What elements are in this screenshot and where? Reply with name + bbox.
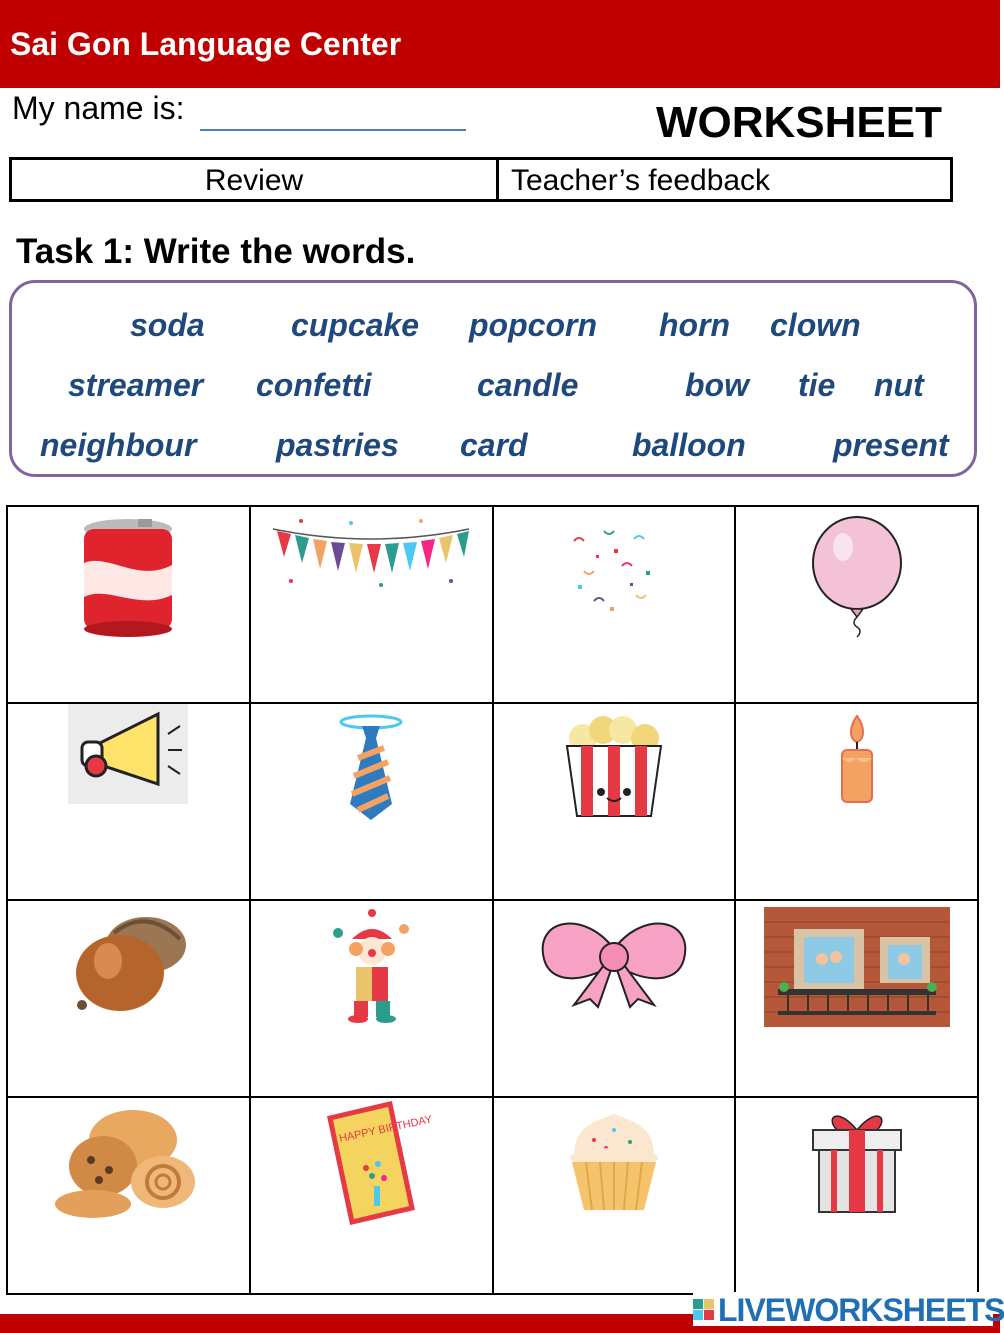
soda-can-icon	[78, 515, 178, 639]
answer-input[interactable]	[756, 658, 960, 690]
answer-input[interactable]	[514, 1052, 718, 1084]
balloon-icon	[807, 515, 907, 639]
answer-input[interactable]	[28, 1052, 232, 1084]
grid-cell	[250, 703, 493, 900]
candle-icon	[832, 712, 882, 808]
grid-cell	[735, 1097, 978, 1294]
nut-icon	[68, 909, 188, 1019]
answer-input[interactable]	[514, 1249, 718, 1281]
name-label: My name is:	[12, 90, 185, 126]
grid-cell	[735, 703, 978, 900]
name-underline	[200, 129, 466, 131]
answer-input[interactable]	[271, 658, 475, 690]
answer-input[interactable]	[271, 855, 475, 887]
cupcake-icon	[564, 1106, 664, 1216]
grid-cell	[735, 506, 978, 703]
word-bank-item: neighbour	[40, 427, 197, 463]
present-icon	[807, 1106, 907, 1216]
tie-icon	[336, 712, 406, 822]
word-bank-item: bow	[685, 367, 749, 403]
name-input[interactable]	[200, 96, 470, 130]
answer-input[interactable]	[514, 855, 718, 887]
grid-cell	[493, 1097, 736, 1294]
card-icon	[326, 1098, 434, 1222]
word-bank-item: horn	[659, 307, 731, 343]
liveworksheets-logo-icon	[693, 1295, 715, 1325]
word-bank	[9, 280, 977, 477]
answer-input[interactable]	[28, 1249, 232, 1281]
grid-cell	[735, 900, 978, 1097]
clown-icon	[326, 909, 416, 1023]
word-bank-item: present	[833, 427, 949, 463]
picture-grid	[6, 505, 979, 1295]
answer-input[interactable]	[756, 1052, 960, 1084]
task-title: Task 1: Write the words.	[16, 232, 416, 271]
confetti-icon	[564, 521, 664, 621]
answer-input[interactable]	[271, 1052, 475, 1084]
answer-input[interactable]	[756, 1249, 960, 1281]
answer-input[interactable]	[271, 1249, 475, 1281]
word-bank-item: candle	[477, 367, 579, 403]
header-bar	[0, 0, 1000, 88]
review-cell: Review	[12, 160, 499, 199]
word-bank-item: balloon	[632, 427, 746, 463]
answer-input[interactable]	[28, 658, 232, 690]
pastries-icon	[53, 1106, 203, 1220]
grid-cell	[493, 506, 736, 703]
grid-cell	[250, 506, 493, 703]
bow-icon	[534, 909, 694, 1009]
word-bank-item: popcorn	[469, 307, 597, 343]
horn-icon	[68, 704, 188, 804]
grid-cell	[7, 900, 250, 1097]
liveworksheets-brand: LIVEWORKSHEETS	[718, 1292, 1004, 1328]
word-bank-item: card	[460, 427, 528, 463]
grid-cell	[493, 703, 736, 900]
word-bank-item: clown	[770, 307, 861, 343]
neighbour-icon	[764, 907, 950, 1027]
word-bank-item: tie	[798, 367, 836, 403]
worksheet-title: WORKSHEET	[656, 98, 942, 147]
card-text: HAPPY BIRTHDAY	[338, 1113, 434, 1145]
answer-input[interactable]	[756, 855, 960, 887]
grid-cell	[7, 506, 250, 703]
review-table	[9, 157, 953, 202]
answer-input[interactable]	[28, 855, 232, 887]
streamer-icon	[271, 515, 471, 595]
liveworksheets-logo	[693, 1292, 1004, 1328]
teacher-feedback-cell: Teacher’s feedback	[511, 164, 771, 197]
popcorn-icon	[559, 712, 669, 822]
grid-cell	[7, 703, 250, 900]
word-bank-item: cupcake	[291, 307, 420, 343]
word-bank-item: pastries	[276, 427, 399, 463]
grid-cell	[493, 900, 736, 1097]
word-bank-item: nut	[874, 367, 924, 403]
grid-cell	[250, 900, 493, 1097]
grid-cell	[250, 1097, 493, 1294]
word-bank-item: soda	[130, 307, 205, 343]
word-bank-item: confetti	[256, 367, 372, 403]
answer-input[interactable]	[514, 658, 718, 690]
grid-cell	[7, 1097, 250, 1294]
word-bank-item: streamer	[68, 367, 204, 403]
header-title: Sai Gon Language Center	[10, 26, 402, 62]
